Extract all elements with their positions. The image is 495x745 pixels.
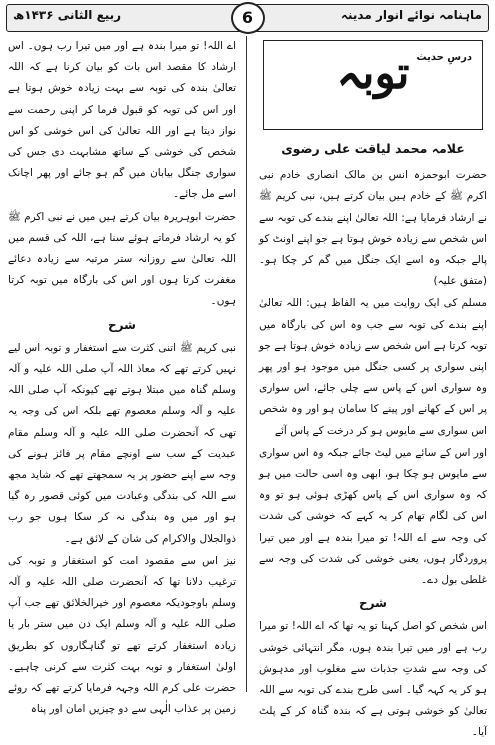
hadith-paragraph: حضرت ابوحمزہ انس بن مالک انصاری خادم نبی اکرم ﷺ کے خادم ہیں بیان کرتے ہیں، نبی کریم ﷺ نے ارشاد فرمایا ہے: اللہ تعالیٰ اپنے بندے کی توبہ سے اس شخص سے زیادہ خوش ہوتا ہے جو اپنے اونٹ کو پالے جبکہ وہ اسے ایک جنگل میں گم کر چکا ہو۔ (متفق علیہ) [259,169,487,288]
issue-date: ربیع الثانی ۱۴۳۶ھ [13,8,122,22]
right-column [259,36,487,745]
sharh-heading: شرح [359,596,387,611]
magazine-name: ماہنامہ نوائے انوار مدینہ [340,8,482,22]
muslim-narration-paragraph: مسلم کی ایک روایت میں یہ الفاظ ہیں: اللہ تعالیٰ اپنے بندے کی توبہ سے جب وہ اس کی بارگاہ میں توبہ کرتا ہے اس شخص سے زیادہ خوش ہوتا ہے جو اپنی سواری پر کسی جنگل میں موجود ہو اور پھر وہ سواری اس کے پاس سے چلی جائے، اس سواری پر اس کے کھانے اور پینے کا سامان ہو اور وہ شخص اس سواری سے مایوس ہو کر درخت کے پاس آئے [259,297,487,437]
author-name: علامہ محمد لیاقت علی رضوی [281,141,465,156]
explanation-paragraph: اس شخص کو اصل کہنا تو یہ تھا کہ اے اللہ! تو میرا رب ہے اور میں تیرا بندہ ہوں، مگر انتہائی خوشی کی وجہ سے شدتِ جذبات سے مغلوب اور مدہوش ہو کر یہ کہہ گیا۔ اسی طرح بندے کی توبہ سے اللہ تعالیٰ کو خوشی ہوتی ہے کہ بندہ گناہ کر کے پلٹ آیا۔ [259,620,487,739]
commentary-paragraph: نبی کریم ﷺ اتنی کثرت سے استغفار و توبہ اس لیے نہیں کرتے تھے کہ معاذ اللہ آپ صلی اللہ علیہ و آلہ وسلم گناہ میں مبتلا ہوتے تھے کیونکہ آپ صلی اللہ علیہ و آلہ وسلم معصوم تھے بلکہ اس کی وجہ یہ تھی کہ آنحضرت صلی اللہ علیہ و آلہ وسلم مقام عبدیت کے سب سے اونچے مقام پر فائز ہونے کی وجہ سے اپنے حضور پر یہ سمجھتے تھے کہ شاید مجھ سے اللہ کی بندگی وعبادت میں کوئی قصور رہ گیا ہو اور میں وہ بندگی نہ کر سکا ہوں جو رب ذوالجلال والاکرام کی شان کے لائق ہے۔ [8,341,236,545]
narration-continued-paragraph: اور اس کے سائے میں لیٹ جائے جبکہ وہ اس سواری سے مایوس ہو چکا ہو، ابھی وہ اسی حالت میں ہو کہ وہ سواری اس کے پاس کھڑی ہوئی ہو تو وہ اس کی لگام تھام کر یہ کہے کہ خوشی کی شدت کی وجہ سے اے اللہ! تو میرا بندہ ہے اور میں تیرا پروردگار ہوں، یعنی خوشی کی شدت کی وجہ سے غلطی بول دے۔ [259,446,487,587]
page-number: 6 [231,2,265,34]
abu-huraira-paragraph: حضرت ابوہریرہ بیان کرتے ہیں میں نے نبی اکرم ﷺ کو یہ ارشاد فرماتے ہوئے سنا ہے، اللہ کی قسم میں اللہ تعالیٰ سے روزانہ ستر مرتبہ سے زیادہ دعائے مغفرت کرتا ہوں اور اس کی بارگاہ میں توبہ کرتا ہوں۔ [8,210,236,308]
page-header [6,4,489,32]
article-title: توبہ [336,48,410,99]
sharh-heading-2: شرح [108,317,136,332]
section-label: درسِ حدیث [416,52,472,63]
left-column [8,36,236,722]
commentary-paragraph-2: نیز اس سے مقصود امت کو استغفار و توبہ کی ترغیب دلانا تھا کہ آنحضرت صلی اللہ علیہ و آلہ وسلم باوجودیکہ معصوم اور خیرالخلائق تھے جب آپ صلی اللہ علیہ و آلہ وسلم ایک دن میں ستر بار یا زیادہ استغفار کرتے تھے تو گناہگاروں کو بطریق اولیٰ استغفار و توبہ بہت کثرت سے کرنی چاہیے۔ حضرت علی کرم اللہ وجہہ فرمایا کرتے تھے کہ روئے زمین پر عذاب الٰہی سے دو چیزیں امان اور پناہ [8,554,236,716]
continued-paragraph: اے اللہ! تو میرا بندہ ہے اور میں تیرا رب ہوں۔ اس ارشاد کا مقصد اس بات کو بیان کرنا ہے کہ اللہ تعالیٰ بندہ کی توبہ سے بہت زیادہ خوش ہوتا ہے اور اس کی توبہ کو قبول فرما کر اپنی رحمت سے نواز دیتا ہے اور اللہ تعالیٰ کی اس خوشی کو اس شخص کی خوشی کے ساتھ مشابہت دی جس کی سواری جنگل بیابان میں گم ہو جائے اور پھر اچانک اسے مل جائے۔ [8,40,236,201]
title-box [263,40,483,130]
column-divider [246,36,247,692]
